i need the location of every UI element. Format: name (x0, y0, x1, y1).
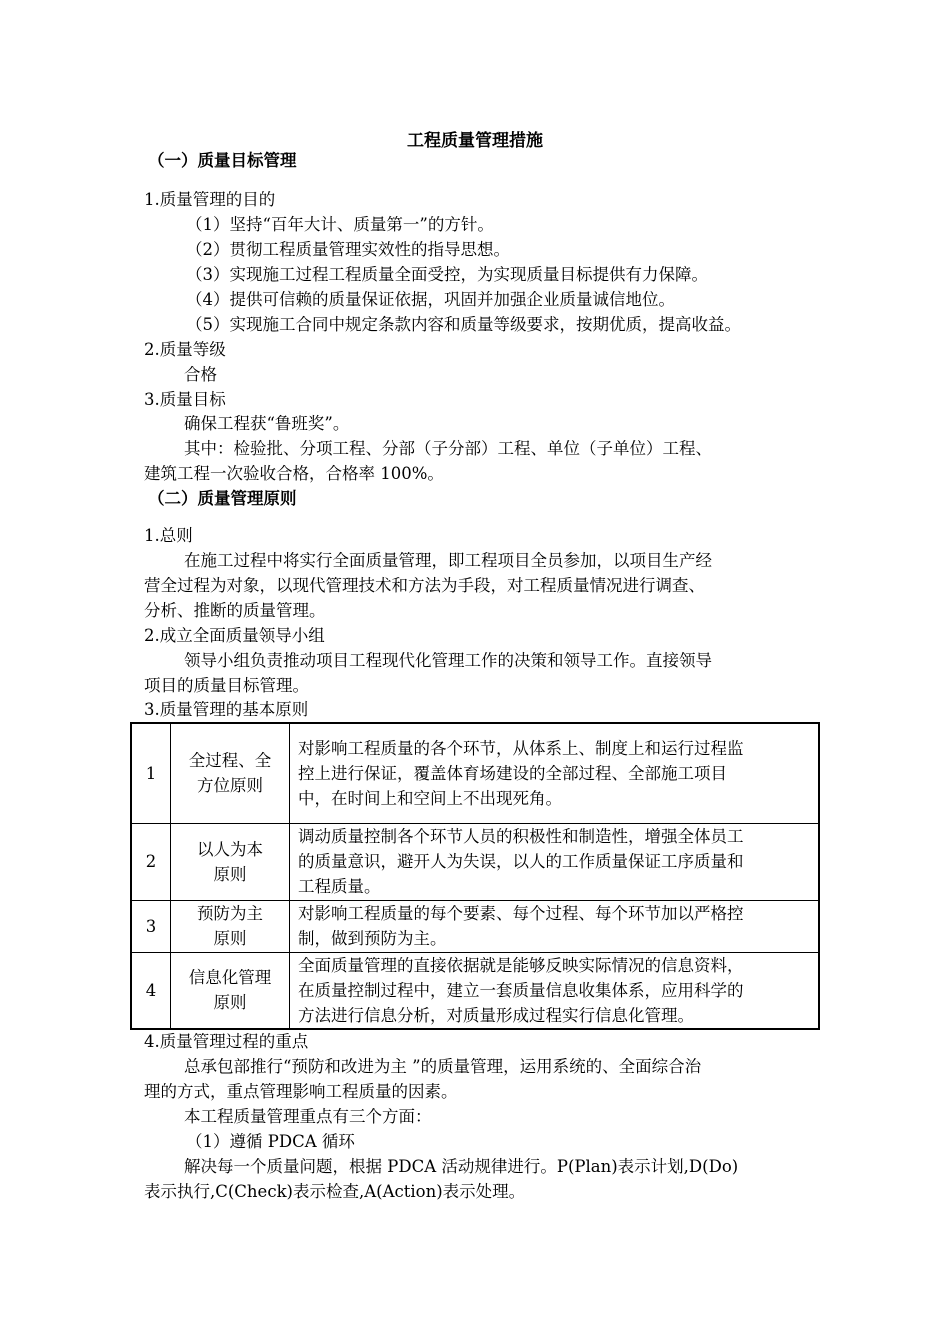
section1-heading: （一）质量目标管理 (148, 151, 297, 170)
principle-name-line: 预防为主 (197, 904, 263, 923)
row-number: 4 (131, 952, 171, 1029)
section1-point-5: （5）实现施工合同中规定条款内容和质量等级要求，按期优质，提高收益。 (186, 315, 741, 334)
description-line (298, 978, 810, 1003)
text-line: 对影响工程质量的每个要素、每个过程、每个环节加以严格控 (298, 904, 744, 923)
principle-name-line: 原则 (213, 929, 247, 948)
table-row (131, 823, 819, 900)
text-line: 的质量意识，避开人为失误，以人的工作质量保证工序质量和 (298, 852, 744, 871)
focus-line-1: 总承包部推行“预防和改进为主 ”的质量管理，运用系统的、全面综合治 (184, 1057, 702, 1076)
general-line-2: 营全过程为对象，以现代管理技术和方法为手段，对工程质量情况进行调查、 (144, 576, 705, 595)
leadership-line-2: 项目的质量目标管理。 (144, 676, 309, 695)
section1-item3-heading: 3.质量目标 (144, 390, 226, 409)
principle-name (171, 723, 290, 823)
description-line: 方法进行信息分析，对质量形成过程实行信息化管理。 (298, 1005, 694, 1025)
description-line: 中，在时间上和空间上不出现死角。 (298, 788, 562, 808)
quality-target-detail-line2: 建筑工程一次验收合格，合格率 100%。 (144, 464, 444, 483)
section2-item2-heading: 2.成立全面质量领导小组 (144, 626, 325, 645)
description-line: 制，做到预防为主。 (298, 929, 447, 948)
principle-name (171, 823, 290, 900)
section1-item1-heading: 1.质量管理的目的 (144, 190, 276, 209)
general-line-1: 在施工过程中将实行全面质量管理，即工程项目全员参加，以项目生产经 (184, 551, 712, 570)
description-line (298, 953, 810, 978)
pdca-detail-line-1: 解决每一个质量问题，根据 PDCA 活动规律进行。P(Plan)表示计划,D(Do) (184, 1157, 739, 1176)
section2-heading: （二）质量管理原则 (148, 489, 297, 508)
section2-item1-heading: 1.总则 (144, 526, 193, 545)
text-line: 控上进行保证，覆盖体育场建设的全部过程、全部施工项目 (298, 763, 727, 783)
text-line: 全面质量管理的直接依据就是能够反映实际情况的信息资料， (298, 955, 744, 975)
row-number: 3 (131, 900, 171, 952)
section1-point-2: （2）贯彻工程质量管理实效性的指导思想。 (186, 240, 510, 259)
text-line: 其中：检验批、分项工程、分部（子分部）工程、单位（子单位）工程、 (184, 439, 712, 458)
section2-item4-heading: 4.质量管理过程的重点 (144, 1032, 309, 1051)
principle-description (290, 952, 820, 1029)
principle-name (171, 900, 290, 952)
principle-name (171, 952, 290, 1029)
principle-description (290, 900, 820, 952)
principles-table (130, 722, 820, 1030)
section1-item2-heading: 2.质量等级 (144, 340, 226, 359)
pdca-point: （1）遵循 PDCA 循环 (186, 1132, 355, 1151)
general-line-3: 分析、推断的质量管理。 (144, 601, 326, 620)
principle-description (290, 723, 820, 823)
quality-target-detail-line1 (184, 439, 806, 459)
description-line (298, 901, 810, 926)
principle-name-line: 方位原则 (197, 776, 263, 796)
section1-point-3: （3）实现施工过程工程质量全面受控，为实现质量目标提供有力保障。 (186, 265, 708, 284)
pdca-detail-line-2: 表示执行,C(Check)表示检查,A(Action)表示处理。 (144, 1182, 526, 1201)
description-line (298, 849, 810, 874)
principle-name-line: 原则 (213, 864, 247, 884)
principle-name-line: 信息化管理 (188, 968, 272, 988)
section1-point-1: （1）坚持“百年大计、质量第一”的方针。 (186, 215, 494, 234)
description-line (298, 824, 810, 849)
row-number: 2 (131, 823, 171, 900)
text-line: 调动质量控制各个环节人员的积极性和制造性，增强全体员工 (298, 827, 744, 846)
description-line (298, 736, 810, 761)
table-row (131, 952, 819, 1029)
quality-level-value: 合格 (184, 365, 217, 384)
quality-target-text: 确保工程获“鲁班奖”。 (184, 414, 350, 433)
text-line: 在质量控制过程中，建立一套质量信息收集体系，应用科学的 (298, 980, 744, 1000)
leadership-line-1: 领导小组负责推动项目工程现代化管理工作的决策和领导工作。直接领导 (184, 651, 712, 670)
table-row (131, 723, 819, 823)
section1-point-4: （4）提供可信赖的质量保证依据，巩固并加强企业质量诚信地位。 (186, 290, 675, 309)
text-line: 对影响工程质量的各个环节，从体系上、制度上和运行过程监 (298, 738, 744, 758)
focus-line-2: 理的方式，重点管理影响工程质量的因素。 (144, 1082, 458, 1101)
row-number: 1 (131, 723, 171, 823)
section2-item3-heading: 3.质量管理的基本原则 (144, 700, 309, 719)
principle-name-line: 全过程、全 (188, 751, 272, 771)
focus-intro: 本工程质量管理重点有三个方面： (184, 1107, 432, 1126)
description-line (298, 761, 810, 786)
principle-name-line: 以人为本 (197, 839, 263, 859)
principle-name-line: 原则 (213, 993, 247, 1013)
description-line: 工程质量。 (298, 877, 381, 896)
table-row (131, 900, 819, 952)
document-title: 工程质量管理措施 (407, 131, 543, 151)
principle-description (290, 823, 820, 900)
